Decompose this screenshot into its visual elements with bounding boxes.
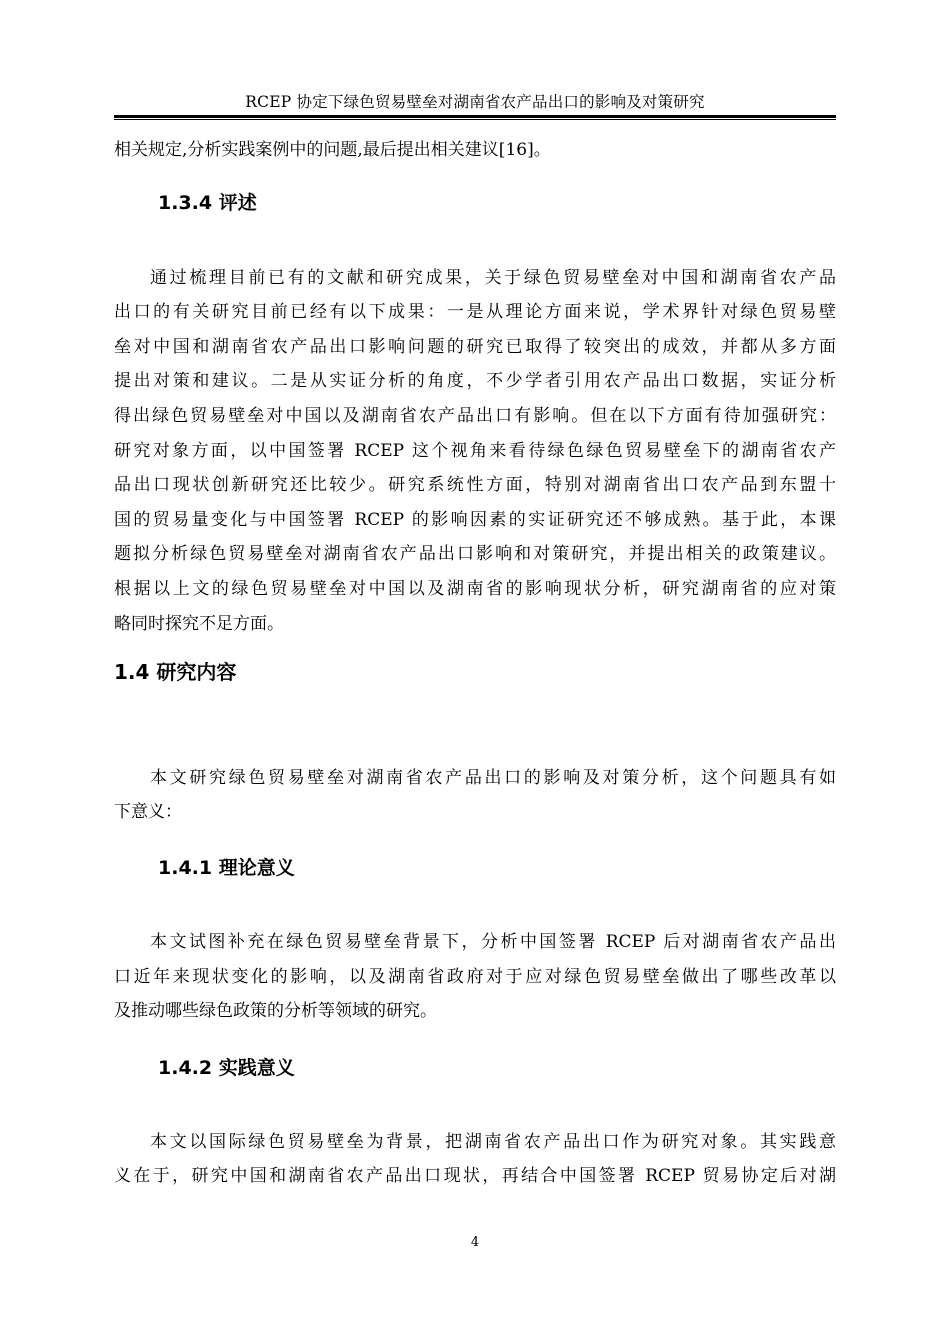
section-heading-1-4: 1.4 研究内容 xyxy=(114,660,237,684)
paragraph-line: 略同时探究不足方面。 xyxy=(114,614,284,634)
paragraph-line: 根据以上文的绿色贸易壁垒对中国以及湖南省的影响现状分析，研究湖南省的应对策 xyxy=(114,579,836,599)
paragraph-line: 品出口现状创新研究还比较少。研究系统性方面，特别对湖南省出口农产品到东盟十 xyxy=(114,475,836,495)
paragraph-line: 下意义： xyxy=(114,802,182,822)
section-heading-1-4-1: 1.4.1 理论意义 xyxy=(158,857,295,879)
paragraph-line: 垒对中国和湖南省农产品出口影响问题的研究已取得了较突出的成效，并都从多方面 xyxy=(114,337,836,357)
header-rule-thick xyxy=(114,115,836,118)
page-number: 4 xyxy=(470,1235,480,1250)
paragraph-line: 本文以国际绿色贸易壁垒为背景，把湖南省农产品出口作为研究对象。其实践意 xyxy=(150,1132,836,1152)
running-header: RCEP 协定下绿色贸易壁垒对湖南省农产品出口的影响及对策研究 xyxy=(245,93,705,111)
paragraph-line: 提出对策和建议。二是从实证分析的角度，不少学者引用农产品出口数据，实证分析 xyxy=(114,371,836,391)
paragraph-line: 义在于，研究中国和湖南省农产品出口现状，再结合中国签署 RCEP 贸易协定后对湖 xyxy=(114,1166,836,1186)
paragraph-line: 相关规定,分析实践案例中的问题,最后提出相关建议[16]。 xyxy=(114,140,551,160)
header-rule-thin xyxy=(114,119,836,120)
paragraph-line: 题拟分析绿色贸易壁垒对湖南省农产品出口影响和对策研究，并提出相关的政策建议。 xyxy=(114,544,836,564)
section-heading-1-4-2: 1.4.2 实践意义 xyxy=(158,1057,295,1079)
paragraph-line: 研究对象方面，以中国签署 RCEP 这个视角来看待绿色绿色贸易壁垒下的湖南省农产 xyxy=(114,441,836,461)
paragraph-line: 得出绿色贸易壁垒对中国以及湖南省农产品出口有影响。但在以下方面有待加强研究： xyxy=(114,406,836,426)
paragraph-line: 及推动哪些绿色政策的分析等领域的研究。 xyxy=(114,1001,437,1021)
section-heading-1-3-4: 1.3.4 评述 xyxy=(158,192,257,214)
paragraph-line: 出口的有关研究目前已经有以下成果：一是从理论方面来说，学术界针对绿色贸易壁 xyxy=(114,302,836,322)
paragraph-line: 国的贸易量变化与中国签署 RCEP 的影响因素的实证研究还不够成熟。基于此，本课 xyxy=(114,510,836,530)
paragraph-line: 本文研究绿色贸易壁垒对湖南省农产品出口的影响及对策分析，这个问题具有如 xyxy=(150,768,836,788)
paragraph-line: 本文试图补充在绿色贸易壁垒背景下，分析中国签署 RCEP 后对湖南省农产品出 xyxy=(150,932,836,952)
paragraph-line: 通过梳理目前已有的文献和研究成果，关于绿色贸易壁垒对中国和湖南省农产品 xyxy=(150,268,836,288)
paragraph-line: 口近年来现状变化的影响，以及湖南省政府对于应对绿色贸易壁垒做出了哪些改革以 xyxy=(114,967,836,987)
